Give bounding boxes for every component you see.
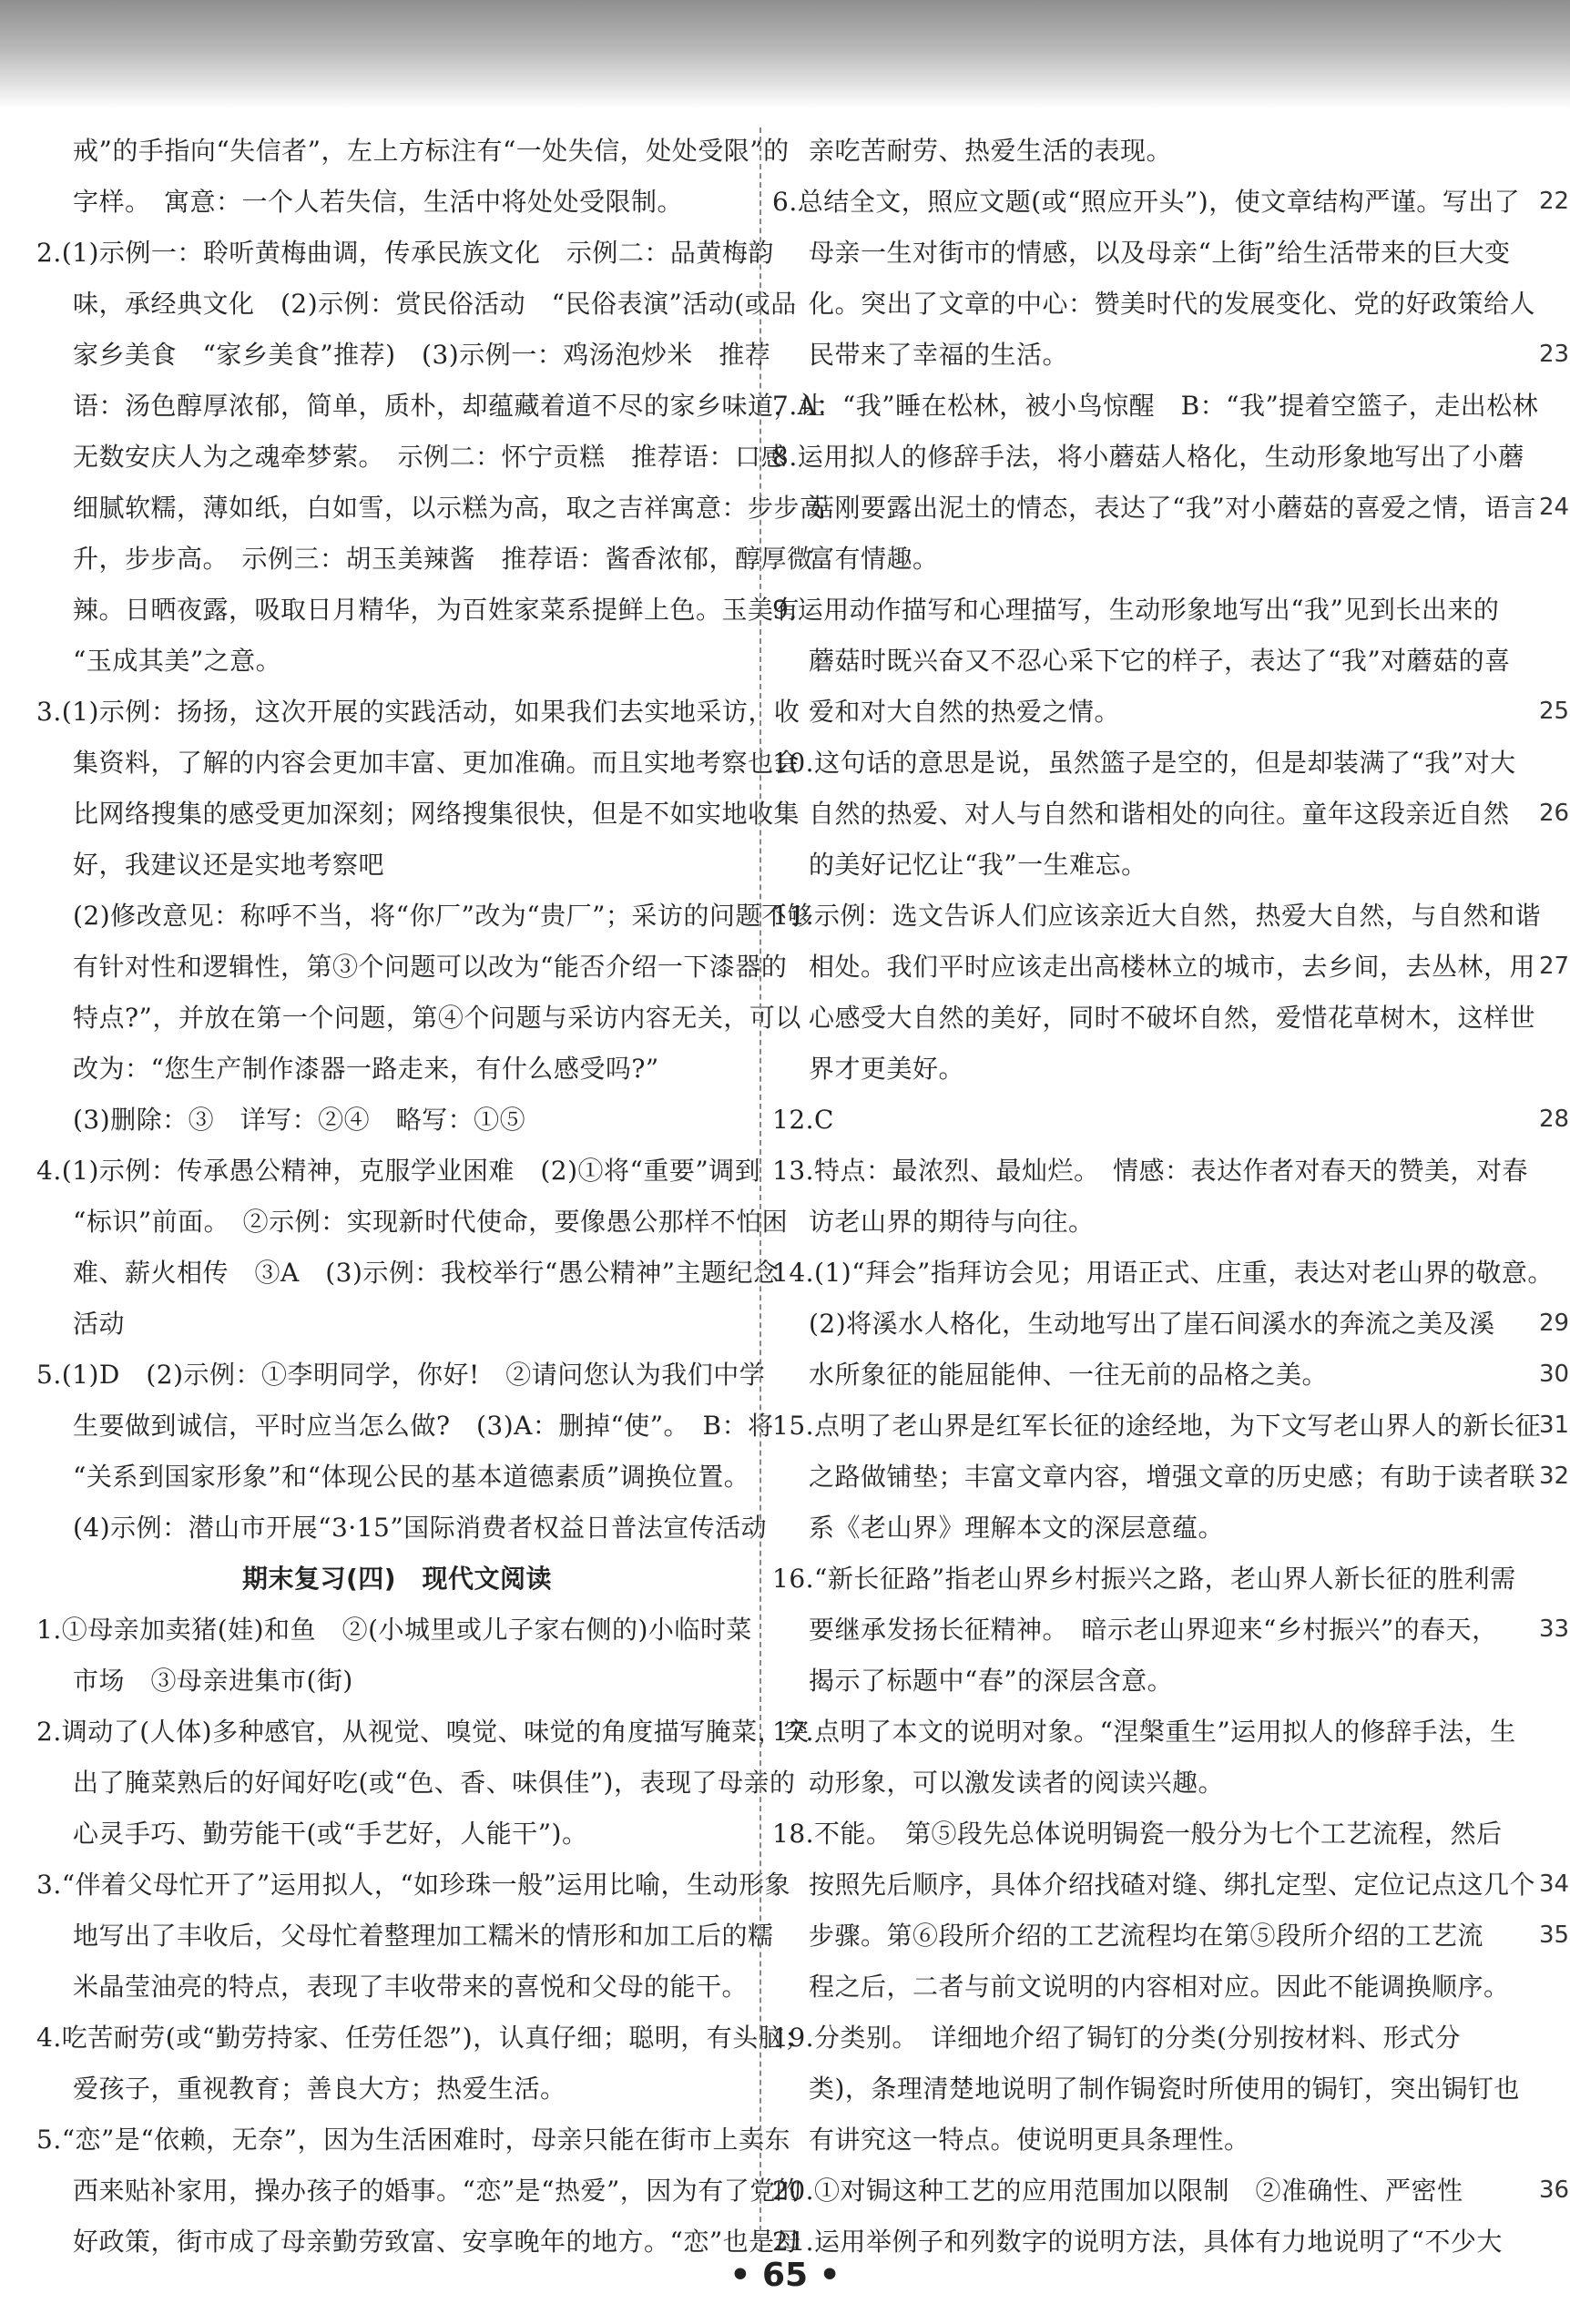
text-line: 20.①对锔这种工艺的应用范围加以限制 ②准确性、严密性 bbox=[772, 2176, 1463, 2206]
margin-number: 22 bbox=[1539, 188, 1570, 215]
text-line: 戒”的手指向“失信者”，左上方标注有“一处失信，处处受限”的 bbox=[73, 136, 790, 166]
margin-number: 25 bbox=[1539, 698, 1570, 725]
text-line: (2)修改意见：称呼不当，将“你厂”改为“贵厂”；采访的问题不够 bbox=[73, 901, 813, 931]
text-line: 好政策，街市成了母亲勤劳致富、安享晚年的地方。“恋”也是母 bbox=[73, 2227, 801, 2257]
margin-number: 26 bbox=[1539, 800, 1570, 827]
text-line: 出了腌菜熟后的好闻好吃(或“色、香、味俱佳”)，表现了母亲的 bbox=[73, 1768, 796, 1798]
text-line: “关系到国家形象”和“体现公民的基本道德素质”调换位置。 bbox=[73, 1462, 750, 1492]
text-line: 程之后，二者与前文说明的内容相对应。因此不能调换顺序。 bbox=[809, 1972, 1510, 2002]
text-line: 亲吃苦耐劳、热爱生活的表现。 bbox=[809, 136, 1173, 166]
text-line: 无数安庆人为之魂牵梦萦。 示例二：怀宁贡糕 推荐语：口感 bbox=[73, 442, 788, 472]
text-line: “玉成其美”之意。 bbox=[73, 646, 282, 676]
text-line: 步骤。第⑥段所介绍的工艺流程均在第⑤段所介绍的工艺流 bbox=[809, 1921, 1484, 1951]
text-line: 蘑菇时既兴奋又不忍心采下它的样子，表达了“我”对蘑菇的喜 bbox=[809, 646, 1511, 676]
text-line: 细腻软糯，薄如纸，白如雪，以示糕为高，取之吉祥寓意：步步高 bbox=[73, 493, 826, 523]
margin-number: 30 bbox=[1539, 1361, 1570, 1388]
text-line: 动形象，可以激发读者的阅读兴趣。 bbox=[809, 1768, 1225, 1798]
text-line: (3)删除：③ 详写：②④ 略写：①⑤ bbox=[73, 1105, 526, 1135]
margin-number: 24 bbox=[1539, 494, 1570, 521]
text-line: 揭示了标题中“春”的深层含意。 bbox=[809, 1666, 1174, 1696]
margin-number: 29 bbox=[1539, 1310, 1570, 1337]
text-line: 字样。 寓意：一个人若失信，生活中将处处受限制。 bbox=[73, 187, 684, 217]
text-line: 活动 bbox=[73, 1309, 126, 1339]
text-line: 相处。我们平时应该走出高楼林立的城市，去乡间，去丛林，用 bbox=[809, 952, 1536, 982]
text-line: 辣。日晒夜露，吸取日月精华，为百姓家菜系提鲜上色。玉美有 bbox=[73, 595, 800, 625]
text-line: 4.(1)示例：传承愚公精神，克服学业困难 (2)①将“重要”调到 bbox=[36, 1156, 761, 1186]
margin-number: 23 bbox=[1539, 341, 1570, 368]
text-line: 访老山界的期待与向往。 bbox=[809, 1207, 1095, 1237]
text-line: 7.A：“我”睡在松林，被小鸟惊醒 B：“我”提着空篮子，走出松林 bbox=[772, 391, 1539, 421]
text-line: 比网络搜集的感受更加深刻；网络搜集很快，但是不如实地收集 bbox=[73, 799, 800, 829]
text-line: 生要做到诚信，平时应当怎么做? (3)A：删掉“使”。 B：将 bbox=[73, 1411, 774, 1441]
text-line: 类)，条理清楚地说明了制作锔瓷时所使用的锔钉，突出锔钉也 bbox=[809, 2074, 1520, 2104]
text-line: 10.这句话的意思是说，虽然篮子是空的，但是却装满了“我”对大 bbox=[772, 748, 1516, 778]
margin-number: 34 bbox=[1539, 1870, 1570, 1898]
text-line: (4)示例：潜山市开展“3·15”国际消费者权益日普法宣传活动 bbox=[73, 1513, 768, 1543]
text-line: 21.运用举例子和列数字的说明方法，具体有力地说明了“不少大 bbox=[772, 2227, 1503, 2257]
text-line: 14.(1)“拜会”指拜访会见；用语正式、庄重，表达对老山界的敬意。 bbox=[772, 1258, 1554, 1288]
text-line: 16.“新长征路”指老山界乡村振兴之路，老山界人新长征的胜利需 bbox=[772, 1564, 1516, 1594]
text-line: 2.调动了(人体)多种感官，从视觉、嗅觉、味觉的角度描写腌菜，突 bbox=[36, 1717, 810, 1747]
text-line: 11.示例：选文告诉人们应该亲近大自然，热爱大自然，与自然和谐 bbox=[772, 901, 1542, 931]
text-line: 语：汤色醇厚浓郁，简单，质朴，却蕴藏着道不尽的家乡味道，让 bbox=[73, 391, 826, 421]
text-line: 要继承发扬长征精神。 暗示老山界迎来“乡村振兴”的春天， bbox=[809, 1615, 1498, 1645]
text-line: 8.运用拟人的修辞手法，将小蘑菇人格化，生动形象地写出了小蘑 bbox=[772, 442, 1524, 472]
right-column bbox=[772, 126, 1554, 2257]
text-line: 1.①母亲加卖猪(娃)和鱼 ②(小城里或儿子家右侧的)小临时菜 bbox=[36, 1615, 752, 1645]
text-line: 3.“伴着父母忙开了”运用拟人，“如珍珠一般”运用比喻，生动形象 bbox=[36, 1870, 790, 1900]
text-line: 自然的热爱、对人与自然和谐相处的向往。童年这段亲近自然 bbox=[809, 799, 1510, 829]
margin-number: 32 bbox=[1539, 1463, 1570, 1490]
text-line: 心灵手巧、勤劳能干(或“手艺好，人能干”)。 bbox=[73, 1819, 588, 1849]
text-line: 母亲一生对街市的情感，以及母亲“上街”给生活带来的巨大变 bbox=[809, 238, 1511, 268]
text-line: 之路做铺垫；丰富文章内容，增强文章的历史感；有助于读者联 bbox=[809, 1462, 1536, 1492]
text-line: 13.特点：最浓烈、最灿烂。 情感：表达作者对春天的赞美，对春 bbox=[772, 1156, 1529, 1186]
text-line: 市场 ③母亲进集市(街) bbox=[73, 1666, 353, 1696]
text-line: 化。突出了文章的中心：赞美时代的发展变化、党的好政策给人 bbox=[809, 289, 1536, 319]
top-scan-band bbox=[0, 0, 1570, 109]
column-divider bbox=[760, 127, 761, 2249]
text-line: 改为：“您生产制作漆器一路走来，有什么感受吗?” bbox=[73, 1054, 659, 1084]
text-line: 15.点明了老山界是红军长征的途经地，为下文写老山界人的新长征 bbox=[772, 1411, 1542, 1441]
margin-number: 33 bbox=[1539, 1616, 1570, 1643]
text-line: 有讲究这一特点。使说明更具条理性。 bbox=[809, 2125, 1250, 2155]
margin-number: 31 bbox=[1539, 1412, 1570, 1439]
text-line: (2)将溪水人格化，生动地写出了崖石间溪水的奔流之美及溪 bbox=[809, 1309, 1495, 1339]
text-line: 3.(1)示例：扬扬，这次开展的实践活动，如果我们去实地采访，收 bbox=[36, 697, 800, 727]
text-line: 4.吃苦耐劳(或“勤劳持家、任劳任怨”)，认真仔细；聪明，有头脑； bbox=[36, 2023, 810, 2053]
text-line: 特点?”，并放在第一个问题，第④个问题与采访内容无关，可以 bbox=[73, 1003, 801, 1033]
text-line: 按照先后顺序，具体介绍找碴对缝、绑扎定型、定位记点这几个 bbox=[809, 1870, 1536, 1900]
text-line: 地写出了丰收后，父母忙着整理加工糯米的情形和加工后的糯 bbox=[73, 1921, 774, 1951]
text-line: 19.分类别。 详细地介绍了锔钉的分类(分别按材料、形式分 bbox=[772, 2023, 1461, 2053]
text-line: 味，承经典文化 (2)示例：赏民俗活动 “民俗表演”活动(或品 bbox=[73, 289, 797, 319]
text-line: 难、薪火相传 ③A (3)示例：我校举行“愚公精神”主题纪念 bbox=[73, 1258, 780, 1288]
text-line: “标识”前面。 ②示例：实现新时代使命，要像愚公那样不怕困 bbox=[73, 1207, 789, 1237]
text-line: 6.总结全文，照应文题(或“照应开头”)，使文章结构严谨。写出了 bbox=[772, 187, 1521, 217]
margin-number: 28 bbox=[1539, 1106, 1570, 1133]
text-line: 界才更美好。 bbox=[809, 1054, 965, 1084]
section-heading: 期末复习(四) 现代文阅读 bbox=[241, 1564, 553, 1594]
text-line: 9.运用动作描写和心理描写，生动形象地写出“我”见到长出来的 bbox=[772, 595, 1500, 625]
text-line: 系《老山界》理解本文的深层意蕴。 bbox=[809, 1513, 1225, 1543]
margin-number: 35 bbox=[1539, 1921, 1570, 1949]
text-line: 西来贴补家用，操办孩子的婚事。“恋”是“热爱”，因为有了党的 bbox=[73, 2176, 802, 2206]
text-line: 富有情趣。 bbox=[809, 544, 939, 574]
text-line: 好，我建议还是实地考察吧 bbox=[73, 850, 385, 880]
text-line: 17.点明了本文的说明对象。“涅槃重生”运用拟人的修辞手法，生 bbox=[772, 1717, 1516, 1747]
text-line: 12.C bbox=[772, 1105, 834, 1135]
page-number: • 65 • bbox=[729, 2257, 841, 2294]
text-line: 爱孩子，重视教育；善良大方；热爱生活。 bbox=[73, 2074, 566, 2104]
text-line: 心感受大自然的美好，同时不破坏自然，爱惜花草树木，这样世 bbox=[809, 1003, 1536, 1033]
margin-number: 36 bbox=[1539, 2176, 1570, 2204]
text-line: 5.“恋”是“依赖，无奈”，因为生活困难时，母亲只能在街市上卖东 bbox=[36, 2125, 790, 2155]
text-line: 集资料，了解的内容会更加丰富、更加准确。而且实地考察也会 bbox=[73, 748, 800, 778]
text-line: 民带来了幸福的生活。 bbox=[809, 340, 1069, 370]
text-line: 5.(1)D (2)示例：①李明同学，你好! ②请问您认为我们中学 bbox=[36, 1360, 766, 1390]
text-line: 有针对性和逻辑性，第③个问题可以改为“能否介绍一下漆器的 bbox=[73, 952, 788, 982]
text-line: 菇刚要露出泥土的情态，表达了“我”对小蘑菇的喜爱之情，语言 bbox=[809, 493, 1537, 523]
text-line: 18.不能。 第⑤段先总体说明锔瓷一般分为七个工艺流程，然后 bbox=[772, 1819, 1503, 1849]
text-line: 2.(1)示例一：聆听黄梅曲调，传承民族文化 示例二：品黄梅韵 bbox=[36, 238, 774, 268]
text-line: 爱和对大自然的热爱之情。 bbox=[809, 697, 1121, 727]
margin-number: 27 bbox=[1539, 953, 1570, 980]
text-line: 米晶莹油亮的特点，表现了丰收带来的喜悦和父母的能干。 bbox=[73, 1972, 749, 2002]
text-line: 的美好记忆让“我”一生难忘。 bbox=[809, 850, 1147, 880]
text-line: 家乡美食 “家乡美食”推荐) (3)示例一：鸡汤泡炒米 推荐 bbox=[73, 340, 771, 370]
text-line: 水所象征的能屈能伸、一往无前的品格之美。 bbox=[809, 1360, 1329, 1390]
text-line: 升，步步高。 示例三：胡玉美辣酱 推荐语：酱香浓郁，醇厚微 bbox=[73, 544, 813, 574]
